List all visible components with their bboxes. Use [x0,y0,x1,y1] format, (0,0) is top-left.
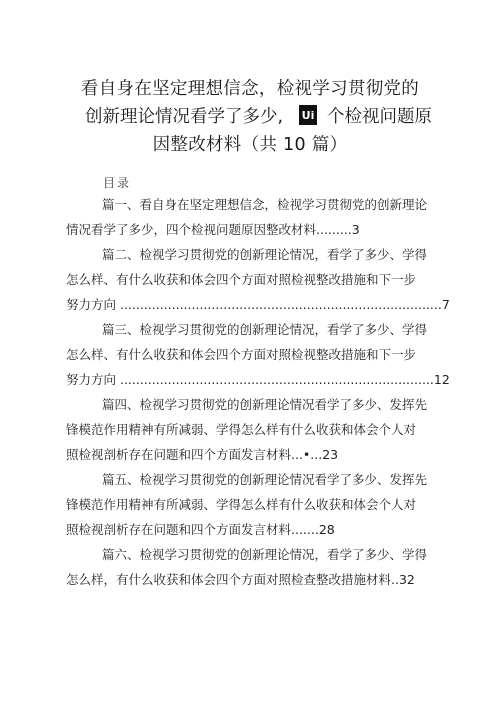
toc-entry-line: 努力方向 .................................................................................7 [66,297,450,312]
title-line-3: 因整改材料（共 10 篇） [152,135,348,155]
toc-entry-line: 锋模范作用精神有所减弱、学得怎么样有什么收获和体会个人对 [66,422,417,437]
title-line-2-end: 个检视问题原 [327,107,432,127]
toc-entry-line: 怎么样、有什么收获和体会四个方面对照检视整改措施和下一步 [66,347,417,362]
toc-entry-line: 篇二、检视学习贯彻党的创新理论情况，看学了多少、学得 [102,247,428,262]
toc-entry-5[interactable] [66,467,436,542]
toc-entry-line: 锋模范作用精神有所减弱、学得怎么样有什么收获和体会个人对 [66,497,417,512]
toc-entry-line: 努力方向 ...............................................................................12 [66,372,450,387]
toc-entry-2[interactable] [66,242,450,317]
toc-entry-line: 篇一、看自身在坚定理想信念，检视学习贯彻党的创新理论 [102,197,428,212]
table-of-contents [66,192,450,592]
title-line-2-start: 创新理论情况看学了多少, [85,107,284,127]
toc-entry-line: 情况看学了多少，四个检视问题原因整改材料.........3 [66,222,360,237]
toc-entry-line: 篇五、检视学习贯彻党的创新理论情况看学了多少、发挥先 [102,472,428,487]
toc-entry-line: 篇三、检视学习贯彻党的创新理论情况，看学了多少、学得 [102,322,428,337]
toc-entry-1[interactable] [66,192,436,242]
toc-entry-3[interactable] [66,317,450,392]
toc-entry-line: 篇六、检视学习贯彻党的创新理论情况，看学了多少、学得 [102,547,428,562]
toc-entry-line: 照检视剖析存在问题和四个方面发言材料.......28 [66,522,335,537]
toc-heading: 目录 [103,176,132,190]
toc-entry-line: 篇四、检视学习贯彻党的创新理论情况看学了多少、发挥先 [102,397,428,412]
toc-entry-line: 怎么样，有什么收获和体会四个方面对照检查整改措施材料..32 [66,572,415,587]
title-badge: Ui [299,105,317,125]
toc-entry-6[interactable] [66,542,436,592]
toc-entry-line: 怎么样、有什么收获和体会四个方面对照检视整改措施和下一步 [66,272,417,287]
toc-entry-4[interactable] [66,392,436,467]
toc-entry-line: 照检视剖析存在问题和四个方面发言材料...•...23 [66,447,339,462]
title-line-1: 看自身在坚定理想信念，检视学习贯彻党的 [80,79,420,99]
